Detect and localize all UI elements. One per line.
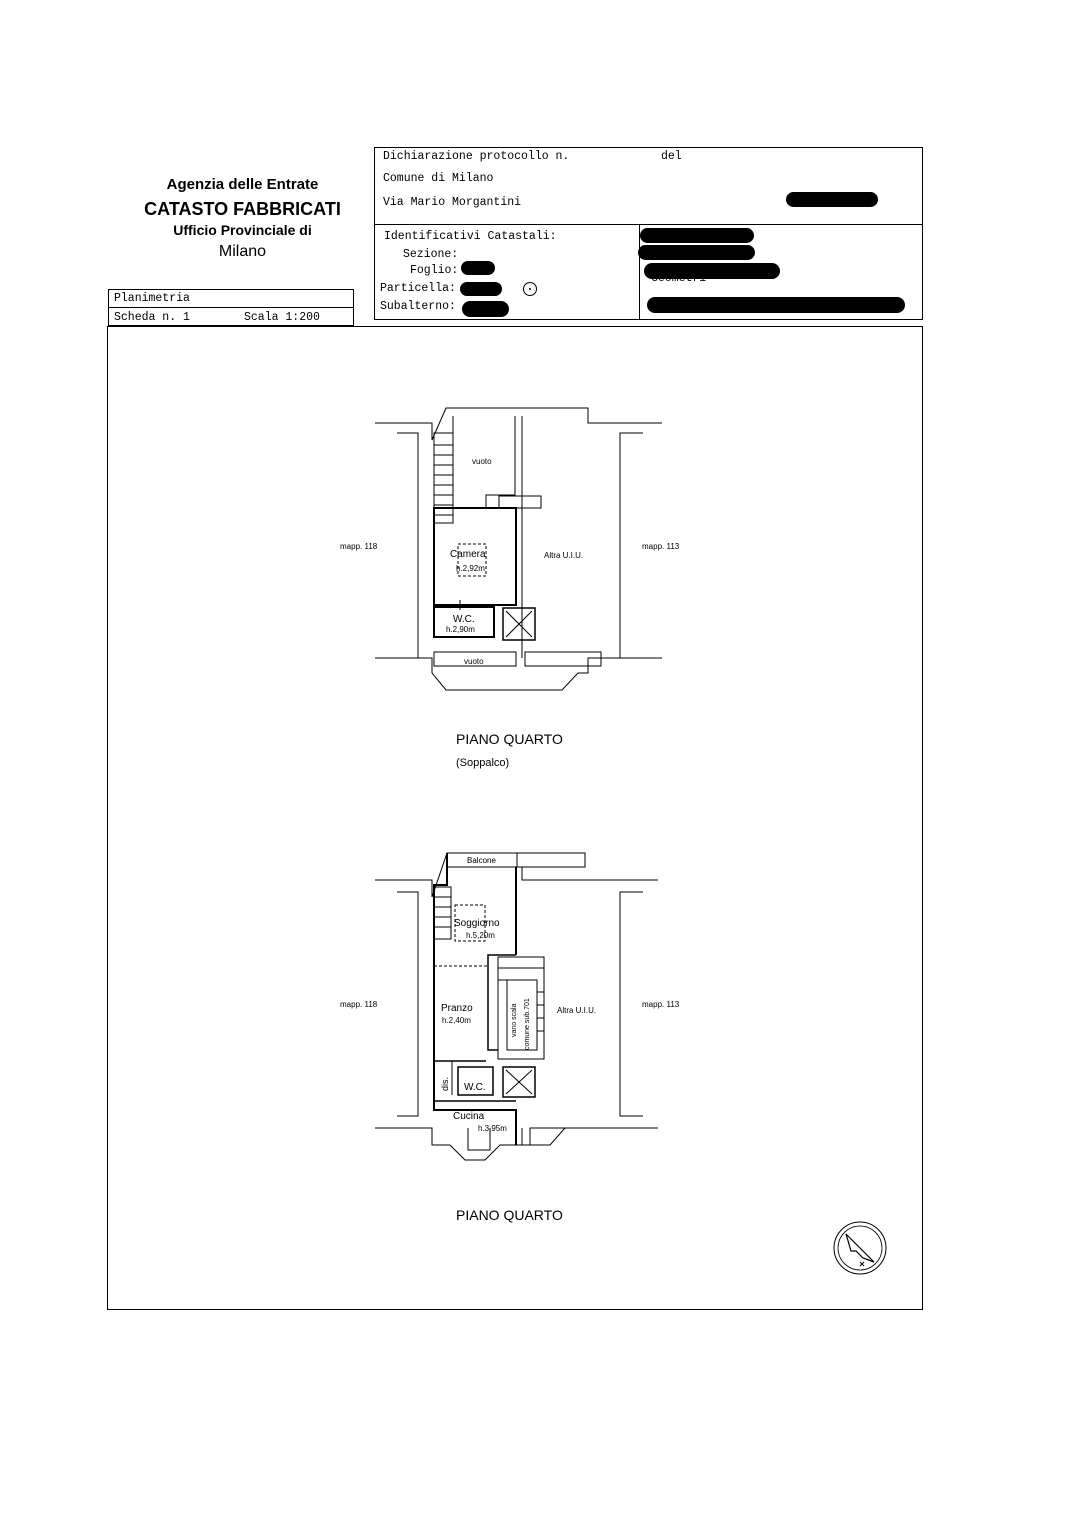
upper-floor-plan xyxy=(300,400,720,710)
del-label: del xyxy=(661,150,682,163)
particella-marker-icon xyxy=(523,282,537,296)
plan-label-cucina-h: h.3,95m xyxy=(478,1124,507,1133)
upper-plan-title: PIANO QUARTO xyxy=(456,731,563,747)
lower-floor-plan xyxy=(300,845,720,1175)
plan-label-mapp-left: mapp. 118 xyxy=(340,542,378,551)
redaction-subalterno xyxy=(462,301,509,317)
comune-label: Comune di Milano xyxy=(383,172,494,185)
plan-label-altra: Altra U.I.U. xyxy=(557,1006,597,1015)
identificativi-title: Identificativi Catastali: xyxy=(384,230,557,243)
plan-label-vuoto-bottom: vuoto xyxy=(464,657,484,666)
plan-label-soggiorno-h: h.5,20m xyxy=(466,931,495,940)
agency-name: Agenzia delle Entrate xyxy=(166,176,319,193)
particella-label: Particella: xyxy=(380,282,456,295)
plan-wall xyxy=(397,892,418,1116)
plan-label-dis: dis. xyxy=(440,1076,450,1091)
plan-label-comune: comune sub.701 xyxy=(524,998,531,1050)
redaction-foglio xyxy=(461,261,495,275)
ufficio-label: Ufficio Provinciale di xyxy=(173,222,312,238)
sheet-box xyxy=(108,289,354,326)
plan-label-cucina: Cucina xyxy=(453,1111,485,1122)
sheet-scala: Scala 1:200 xyxy=(244,311,320,324)
plan-stair xyxy=(434,433,453,523)
plan-stair xyxy=(434,887,451,939)
plan-wall xyxy=(397,433,418,658)
redaction-address-number xyxy=(786,192,878,207)
plan-label-soggiorno: Soggiorno xyxy=(454,918,500,929)
protocollo-label: Dichiarazione protocollo n. xyxy=(383,150,570,163)
plan-label-vano-scala: vano scala xyxy=(511,1003,518,1037)
redaction-compiler-1 xyxy=(640,228,754,243)
plan-label-mapp-right: mapp. 113 xyxy=(642,1000,680,1009)
plan-wall xyxy=(375,853,447,897)
via-label: Via Mario Morgantini xyxy=(383,196,522,209)
sheet-scheda: Scheda n. 1 xyxy=(114,311,190,324)
plan-label-wc: W.C. xyxy=(453,614,475,625)
north-arrow-icon xyxy=(830,1218,890,1278)
plan-label-mapp-left: mapp. 118 xyxy=(340,1000,378,1009)
plan-wall xyxy=(522,1128,565,1145)
redaction-compiler-3 xyxy=(644,263,780,279)
plan-label-wc-h: h.2,90m xyxy=(446,625,475,634)
city-label: Milano xyxy=(218,243,267,260)
plan-label-pranzo: Pranzo xyxy=(441,1003,473,1014)
plan-wall xyxy=(620,892,643,1116)
upper-plan-subtitle: (Soppalco) xyxy=(456,757,510,769)
foglio-label: Foglio: xyxy=(410,264,459,277)
plan-label-vuoto-top: vuoto xyxy=(472,457,492,466)
redaction-compiler-2 xyxy=(638,245,755,260)
subalterno-label: Subalterno: xyxy=(380,300,456,313)
plan-label-mapp-right: mapp. 113 xyxy=(642,542,680,551)
sheet-title: Planimetria xyxy=(114,292,190,305)
plan-label-pranzo-h: h.2,40m xyxy=(442,1016,471,1025)
plan-wall xyxy=(522,867,658,880)
catasto-title: CATASTO FABBRICATI xyxy=(144,199,341,219)
plan-wall xyxy=(375,658,662,690)
redaction-compiler-4 xyxy=(647,297,905,313)
plan-label-altra: Altra U.I.U. xyxy=(544,551,584,560)
lower-plan-title: PIANO QUARTO xyxy=(456,1207,563,1223)
plan-label-wc: W.C. xyxy=(464,1082,486,1093)
plan-label-camera: Camera xyxy=(450,549,486,560)
redaction-particella xyxy=(460,282,502,296)
plan-label-camera-h: h.2,92m xyxy=(456,564,485,573)
sezione-label: Sezione: xyxy=(403,248,459,261)
plan-label-balcone: Balcone xyxy=(467,856,496,865)
plan-wall xyxy=(620,433,643,658)
